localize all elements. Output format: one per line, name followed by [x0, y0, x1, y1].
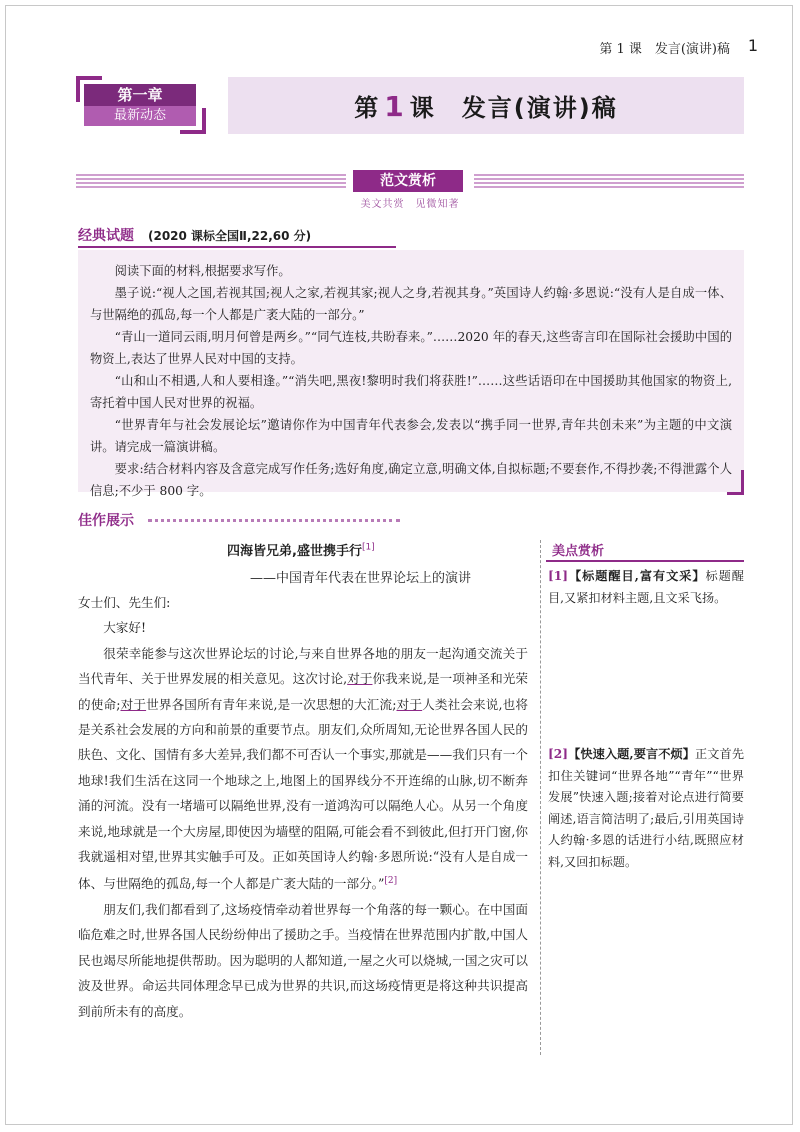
section-subtitle: 美文共赏 见微知著	[360, 199, 460, 210]
underlined-phrase: 对于	[120, 696, 147, 712]
notes-heading: 美点赏析	[552, 544, 605, 559]
notes-underline	[546, 560, 744, 562]
exam-underline	[78, 246, 396, 248]
prompt-paragraph: “山和山不相遇,人和人要相逢。”“消失吧,黑夜!黎明时我们将获胜!”……这些话语印在中国援助其他国家的物资上,寄托着中国人民对世界的祝福。	[90, 374, 732, 410]
page-number: 1	[747, 36, 758, 55]
essay-title-text: 四海皆兄弟,盛世携手行	[227, 544, 362, 559]
prompt-paragraph: 要求:结合材料内容及含意完成写作任务;选好角度,确定立意,明确文体,自拟标题;不要套作,不得抄袭;不得泄露个人信息;不少于 800 字。	[90, 462, 732, 498]
essay-note-ref: [2]	[384, 876, 398, 887]
essay-subtitle: ——中国青年代表在世界论坛上的演讲	[250, 571, 472, 586]
chapter-badge	[76, 76, 206, 134]
essay-text: 世界各国所有青年来说,是一次思想的大汇流;	[146, 696, 397, 712]
essay-text: 人类社会来说,也将是关系社会发展的方向和前景的重要节点。朋友们,众所周知,无论世界各国人民的肤色、文化、国情有多大差异,我们都不可否认一个事实,那就是——我们只有一个地球!我们生活在这同一个地球之上,地图上的国界线分不开连绵的山脉,切不断奔涌的河流。没有一堵墙可以隔绝世界,没有一道鸿沟可以隔绝人心。从另一个角度来说,地球就是一个大房屋,即使因为墙壁的阻隔,可能会看不到彼此,但打开门窗,你我就遥相对望,世界其实触手可及。正如英国诗人约翰·多恩所说:“没有人是自成一体、与世隔绝的孤岛,每一个人都是广袤大陆的一部分。”	[78, 696, 529, 892]
essay-text: 你我来说,是一项神圣和光荣的使命;	[78, 671, 528, 712]
note-title: 【快速入题,要言不烦】	[568, 747, 696, 761]
section-stripe-right	[474, 174, 744, 188]
section-header	[76, 170, 744, 192]
exam-label: 经典试题	[78, 228, 134, 244]
prompt-box-corner	[727, 470, 744, 495]
lesson-number: 1	[384, 90, 406, 123]
essay-salutation: 女士们、先生们:	[78, 595, 171, 610]
note-tag: [2]	[548, 747, 569, 761]
note-text: 正文首先扣住关键词“世界各地”“青年”“世界发展”快速入题;接着对论点进行简要阐述,语言简洁明了;最后,引用英国诗人约翰·多恩的话进行小结,既照应材料,又回扣标题。	[548, 747, 745, 869]
underlined-phrase: 对于	[347, 671, 373, 687]
underlined-phrase: 对于	[396, 696, 423, 712]
prompt-paragraph: “世界青年与社会发展论坛”邀请你作为中国青年代表参会,发表以“携手同一世界,青年共创未来”为主题的中文演讲。请完成一篇演讲稿。	[90, 418, 732, 454]
note-title: 【标题醒目,富有文采】	[568, 569, 706, 583]
essay-text: 很荣幸能参与这次世界论坛的讨论,与来自世界各地的朋友一起沟通交流关于当代青年、关于世界发展的相关意见。这次讨论,	[78, 645, 528, 687]
lesson-banner	[228, 77, 744, 134]
column-divider	[540, 540, 541, 1055]
prompt-paragraph: 墨子说:“视人之国,若视其国;视人之家,若视其家;视人之身,若视其身。”英国诗人约翰·多恩说:“没有人是自成一体、与世隔绝的孤岛,每一个人都是广袤大陆的一部分。”	[90, 286, 732, 322]
section-label: 范文赏析	[353, 170, 463, 192]
exam-heading	[78, 225, 311, 245]
prompt-paragraph: “青山一道同云雨,明月何曾是两乡。”“同气连枝,共盼春来。”……2020 年的春天,这些寄言印在国际社会援助中国的物资上,表达了世界人民对中国的支持。	[90, 330, 732, 366]
running-head: 第 1 课 发言(演讲)稿	[599, 42, 730, 57]
lesson-title	[354, 88, 617, 123]
chapter-subtitle: 最新动态	[84, 106, 196, 126]
exam-source: (2020 课标全国Ⅱ,22,60 分)	[148, 229, 312, 243]
essay-body	[78, 590, 528, 1024]
section-stripe-left	[76, 174, 346, 188]
note-item	[548, 744, 744, 873]
essay-title-note: [1]	[361, 542, 375, 553]
showcase-dotted-rule	[148, 519, 400, 522]
essay-greeting: 大家好!	[103, 620, 147, 636]
prompt-paragraph: 阅读下面的材料,根据要求写作。	[114, 264, 291, 278]
exam-prompt-box	[78, 250, 744, 498]
note-item	[548, 566, 744, 609]
essay-paragraph-2: 朋友们,我们都看到了,这场疫情牵动着世界每一个角落的每一颗心。在中国面临危难之时,世界各国人民纷纷伸出了援助之手。当疫情在世界范围内扩散,中国人民也竭尽所能地提供帮助。因为聪明的人都知道,一屋之火可以烧城,一国之灾可以波及世界。命运共同体理念早已成为世界的共识,而这场疫情更是将这种共识提高到前所未有的高度。	[78, 902, 528, 1019]
showcase-heading: 佳作展示	[78, 513, 134, 529]
note-text: 标题醒目,又紧扣材料主题,且文采飞扬。	[548, 569, 744, 605]
chapter-title: 第一章	[84, 84, 196, 106]
essay-paragraph-1	[78, 641, 528, 897]
lesson-name: 课 发言(演讲)稿	[409, 94, 618, 122]
lesson-prefix: 第	[354, 94, 381, 122]
essay-title	[227, 540, 375, 559]
note-tag: [1]	[548, 569, 569, 583]
